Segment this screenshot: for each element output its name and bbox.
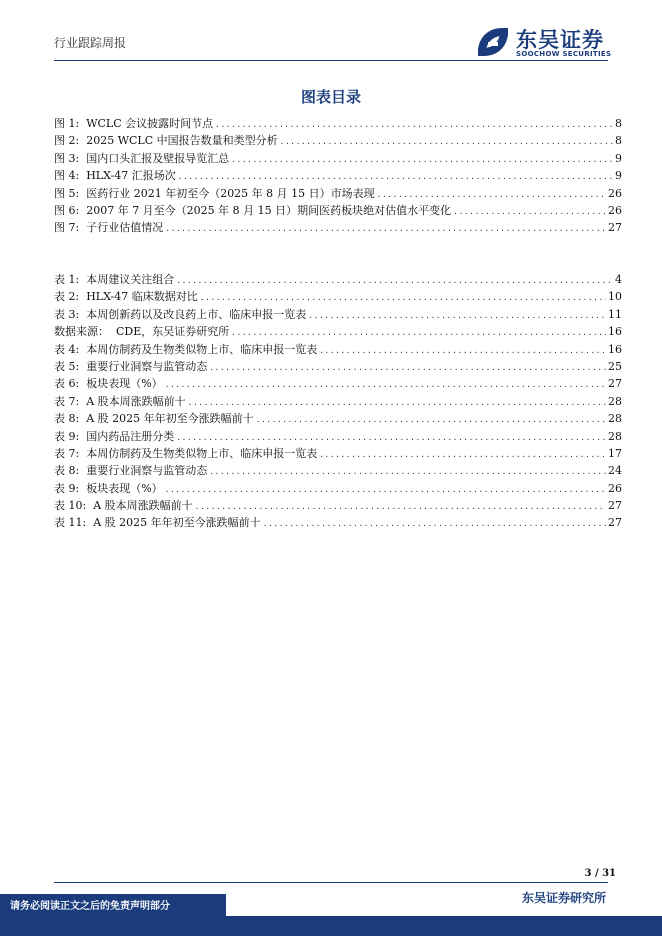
toc-entry-page[interactable]: 8	[615, 117, 622, 130]
toc-entry-title: 国内药品注册分类	[86, 429, 175, 443]
dot-leader	[209, 359, 606, 376]
toc-entry-text[interactable]	[54, 393, 186, 410]
toc-entry-title: HLX-47 临床数据对比	[86, 290, 198, 304]
toc-entry-text[interactable]	[54, 306, 306, 323]
toc-entry-page[interactable]: 27	[608, 221, 622, 235]
toc-entry-text[interactable]	[54, 219, 163, 236]
toc-entry-text[interactable]	[54, 480, 163, 497]
toc-entry-text[interactable]	[54, 445, 317, 462]
toc-entry-label: 表 5:	[54, 359, 80, 373]
toc-entry-page[interactable]: 28	[608, 429, 622, 443]
toc-entry-title: 本周仿制药及生物类似物上市、临床申报一览表	[86, 342, 318, 356]
toc-entry-title: 重要行业洞察与监管动态	[86, 359, 208, 373]
dot-leader	[280, 133, 613, 150]
toc-entry-page[interactable]: 4	[615, 273, 622, 286]
toc-entry-label: 表 9:	[54, 481, 80, 495]
dot-leader	[165, 376, 606, 393]
table-entry[interactable]	[54, 514, 622, 531]
toc-entry-title: 本周建议关注组合	[86, 273, 175, 286]
toc-entry-title: 重要行业洞察与监管动态	[86, 464, 208, 478]
table-entry[interactable]	[54, 271, 622, 288]
toc-entry-label: 表 8:	[54, 412, 80, 426]
table-entry[interactable]	[54, 393, 622, 410]
toc-entry-label: 表 3:	[54, 307, 80, 321]
toc-entry-text[interactable]	[54, 167, 176, 184]
toc-entry-page[interactable]: 26	[608, 481, 622, 495]
figure-entry[interactable]	[54, 185, 622, 202]
toc-entry-title: A 股 2025 年年初至今涨跌幅前十	[93, 516, 261, 530]
toc-entry-text[interactable]	[54, 462, 207, 479]
dot-leader	[165, 220, 606, 237]
toc-entry-page[interactable]: 9	[615, 169, 622, 183]
dot-leader	[215, 116, 613, 133]
toc-entry-text[interactable]	[54, 202, 451, 219]
table-entry[interactable]	[54, 410, 622, 427]
toc-entry-label: 图 7:	[54, 221, 80, 235]
dot-leader	[377, 186, 606, 203]
header-divider	[54, 60, 608, 61]
page-number: 3 / 31	[584, 868, 616, 879]
dot-leader	[209, 463, 606, 480]
toc-entry-label: 图 1:	[54, 117, 80, 130]
toc-entry-page[interactable]: 17	[608, 446, 622, 460]
toc-entry-title: 子行业估值情况	[86, 221, 164, 235]
figure-entry[interactable]	[54, 132, 622, 149]
toc-entry-page[interactable]: 27	[608, 377, 622, 391]
dot-leader	[165, 481, 606, 498]
disclaimer-note: 请务必阅读正文之后的免责声明部分	[10, 901, 170, 912]
toc-entry-page[interactable]: 24	[608, 464, 622, 478]
toc-entry-label: 图 3:	[54, 151, 80, 165]
dot-leader	[195, 498, 606, 515]
logo-name-cn: 东吴证券	[516, 28, 604, 52]
toc-entry-title: 板块表现（%）	[86, 481, 163, 495]
toc-entry-text[interactable]	[54, 150, 229, 167]
toc-entry-text[interactable]	[54, 375, 163, 392]
figure-entry[interactable]	[54, 150, 622, 167]
dot-leader	[256, 411, 606, 428]
table-entry[interactable]	[54, 323, 622, 340]
soochow-logo-icon	[474, 24, 512, 60]
toc-entry-title: A 股本周涨跌幅前十	[93, 499, 193, 513]
table-entry[interactable]	[54, 288, 622, 305]
toc-entry-text[interactable]	[54, 514, 261, 531]
toc-entry-page[interactable]: 25	[608, 359, 622, 373]
logo-name-en: SOOCHOW SECURITIES	[516, 50, 612, 58]
figure-entry[interactable]	[54, 202, 622, 219]
toc-entry-text[interactable]	[54, 323, 229, 340]
dot-leader	[319, 446, 606, 463]
figure-list	[54, 115, 622, 237]
table-entry[interactable]	[54, 445, 622, 462]
toc-entry-label: 图 6:	[54, 203, 80, 217]
table-entry[interactable]	[54, 497, 622, 514]
table-entry[interactable]	[54, 375, 622, 392]
dot-leader	[200, 289, 606, 306]
toc-entry-label: 数据来源：	[54, 325, 109, 339]
company-logo	[474, 24, 624, 60]
table-entry[interactable]	[54, 428, 622, 445]
dot-leader	[231, 151, 613, 168]
toc-entry-title: 医药行业 2021 年初至今（2025 年 8 月 15 日）市场表现	[86, 186, 375, 200]
toc-entry-label: 表 1:	[54, 273, 80, 286]
toc-entry-page[interactable]: 27	[608, 516, 622, 530]
toc-entry-page[interactable]: 16	[608, 342, 622, 356]
figure-entry[interactable]	[54, 167, 622, 184]
table-entry[interactable]	[54, 480, 622, 497]
toc-entry-label: 图 5:	[54, 186, 80, 200]
toc-entry-title: 2007 年 7 月至今（2025 年 8 月 15 日）期间医药板块绝对估值水平变化	[86, 203, 452, 217]
toc-entry-page[interactable]: 8	[615, 134, 622, 148]
toc-entry-title: 2025 WCLC 中国报告数量和类型分析	[86, 134, 278, 148]
toc-entry-label: 表 6:	[54, 377, 80, 391]
dot-leader	[453, 203, 606, 220]
figure-entry[interactable]	[54, 219, 622, 236]
toc-entry-title: CDE，东吴证券研究所	[116, 325, 230, 339]
figure-entry[interactable]	[54, 115, 622, 132]
dot-leader	[319, 342, 606, 359]
toc-entry-text[interactable]	[54, 132, 278, 149]
toc-entry-page[interactable]: 28	[608, 412, 622, 426]
toc-entry-label: 图 2:	[54, 134, 80, 148]
toc-entry-label: 图 4:	[54, 169, 80, 183]
toc-entry-text[interactable]	[54, 271, 174, 288]
toc-entry-page[interactable]: 26	[608, 203, 622, 217]
toc-entry-title: HLX-47 汇报场次	[86, 169, 176, 183]
toc-entry-text[interactable]	[54, 288, 198, 305]
toc-entry-page[interactable]: 16	[608, 325, 622, 339]
toc-entry-title: 本周仿制药及生物类似物上市、临床申报一览表	[86, 446, 318, 460]
toc-entry-text[interactable]	[54, 185, 375, 202]
toc-entry-title: 板块表现（%）	[86, 377, 163, 391]
toc-entry-label: 表 7:	[54, 446, 80, 460]
toc-entry-text[interactable]	[54, 497, 193, 514]
table-entry[interactable]	[54, 358, 622, 375]
dot-leader	[176, 429, 606, 446]
toc-entry-text[interactable]	[54, 428, 174, 445]
toc-title: 图表目录	[300, 88, 361, 106]
disclaimer-banner	[0, 894, 226, 916]
toc-entry-text[interactable]	[54, 341, 317, 358]
footer-band	[0, 916, 662, 936]
toc-entry-title: A 股 2025 年年初至今涨跌幅前十	[86, 412, 254, 426]
toc-entry-page[interactable]: 10	[608, 290, 622, 304]
table-entry[interactable]	[54, 462, 622, 479]
toc-entry-label: 表 4:	[54, 342, 80, 356]
dot-leader	[178, 168, 613, 185]
toc-entry-text[interactable]	[54, 410, 254, 427]
toc-entry-title: WCLC 会议披露时间节点	[86, 117, 214, 130]
toc-entry-label: 表 8:	[54, 464, 80, 478]
toc-entry-page[interactable]: 27	[608, 499, 622, 513]
toc-entry-text[interactable]	[54, 115, 213, 132]
toc-entry-label: 表 7:	[54, 394, 80, 408]
table-list	[54, 271, 622, 532]
toc-entry-page[interactable]: 28	[608, 394, 622, 408]
dot-leader	[308, 307, 606, 324]
toc-entry-title: 本周创新药以及改良药上市、临床申报一览表	[86, 307, 307, 321]
dot-leader	[263, 515, 606, 532]
toc-entry-page[interactable]: 26	[608, 186, 622, 200]
table-entry[interactable]	[54, 306, 622, 323]
toc-entry-title: A 股本周涨跌幅前十	[86, 394, 186, 408]
report-type-label: 行业跟踪周报	[54, 36, 127, 50]
footer-divider	[54, 882, 608, 883]
toc-entry-label: 表 10:	[54, 499, 87, 513]
dot-leader	[231, 324, 606, 341]
dot-leader	[188, 394, 606, 411]
toc-entry-label: 表 9:	[54, 429, 80, 443]
toc-entry-text[interactable]	[54, 358, 207, 375]
toc-entry-title: 国内口头汇报及壁报导览汇总	[86, 151, 230, 165]
toc-entry-label: 表 2:	[54, 290, 80, 304]
dot-leader	[176, 272, 613, 289]
toc-entry-page[interactable]: 9	[615, 151, 622, 165]
table-entry[interactable]	[54, 341, 622, 358]
toc-entry-label: 表 11:	[54, 516, 87, 530]
toc-entry-page[interactable]: 11	[608, 307, 622, 321]
footer-brand: 东吴证券研究所	[521, 891, 606, 905]
